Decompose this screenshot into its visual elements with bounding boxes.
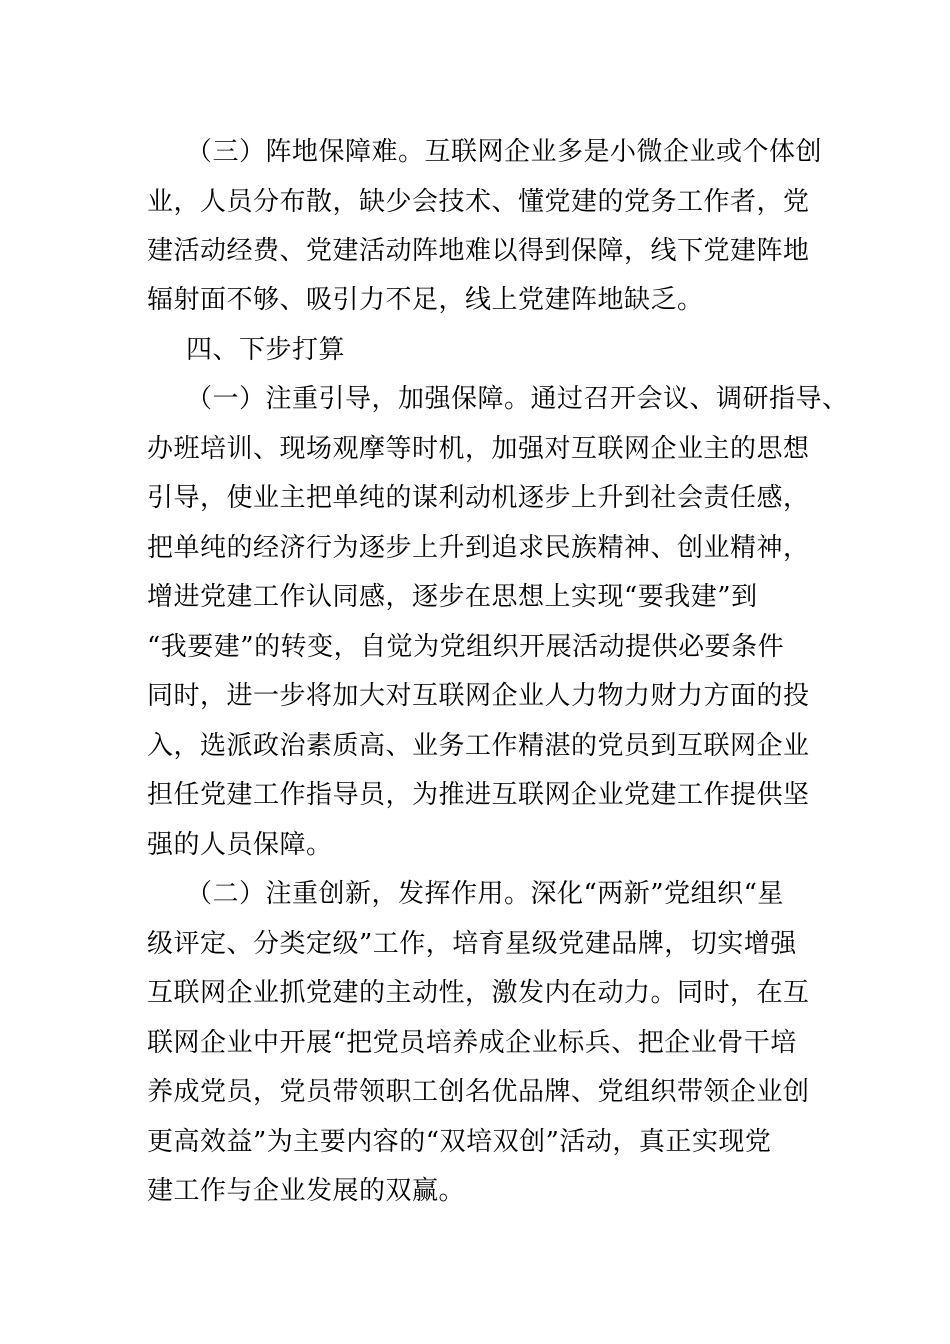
paragraph-2-line-5: 养成党员，党员带领职工创名优品牌、党组织带领企业创: [147, 1077, 810, 1107]
paragraph-1-line-3: 引导，使业主把单纯的谋利动机逐步上升到社会责任感，: [147, 483, 810, 513]
paragraph-1-line-9: 担任党建工作指导员，为推进互联网企业党建工作提供坚: [147, 780, 810, 810]
paragraph-2-line-7: 建工作与企业发展的双赢。: [147, 1176, 466, 1206]
paragraph-1-line-4: 把单纯的经济行为逐步上升到追求民族精神、创业精神，: [147, 533, 810, 563]
paragraph-2-line-6: 更高效益”为主要内容的“双培双创”活动，真正实现党: [147, 1127, 772, 1157]
paragraph-2-line-2: 级评定、分类定级”工作，培育星级党建品牌，切实增强: [147, 929, 797, 959]
paragraph-1-line-7: 同时，进一步将加大对互联网企业人力物力财力方面的投: [147, 681, 810, 711]
paragraph-1-line-5: 增进党建工作认同感，逐步在思想上实现“要我建”到: [147, 582, 758, 612]
paragraph-3-line-1: （三）阵地保障难。互联网企业多是小微企业或个体创: [186, 137, 823, 167]
paragraph-1-line-10: 强的人员保障。: [147, 830, 333, 860]
paragraph-3-line-4: 辐射面不够、吸引力不足，线上党建阵地缺乏。: [147, 285, 704, 315]
paragraph-1-line-6: “我要建”的转变，自觉为党组织开展活动提供必要条件: [147, 632, 785, 662]
paragraph-2-line-3: 互联网企业抓党建的主动性，激发内在动力。同时，在互: [147, 978, 810, 1008]
paragraph-1-line-1: （一）注重引导，加强保障。通过召开会议、调研指导、: [186, 384, 849, 414]
paragraph-1-line-2: 办班培训、现场观摩等时机，加强对互联网企业主的思想: [147, 434, 810, 464]
paragraph-1-line-8: 入，选派政治素质高、业务工作精湛的党员到互联网企业: [147, 731, 810, 761]
section-heading-next-steps: 四、下步打算: [186, 335, 346, 365]
paragraph-3-line-2: 业，人员分布散，缺少会技术、懂党建的党务工作者，党: [147, 187, 810, 217]
paragraph-2-line-4: 联网企业中开展“把党员培养成企业标兵、把企业骨干培: [147, 1028, 797, 1058]
paragraph-2-line-1: （二）注重创新，发挥作用。深化“两新”党组织“星: [186, 879, 784, 909]
paragraph-3-line-3: 建活动经费、党建活动阵地难以得到保障，线下党建阵地: [147, 236, 810, 266]
